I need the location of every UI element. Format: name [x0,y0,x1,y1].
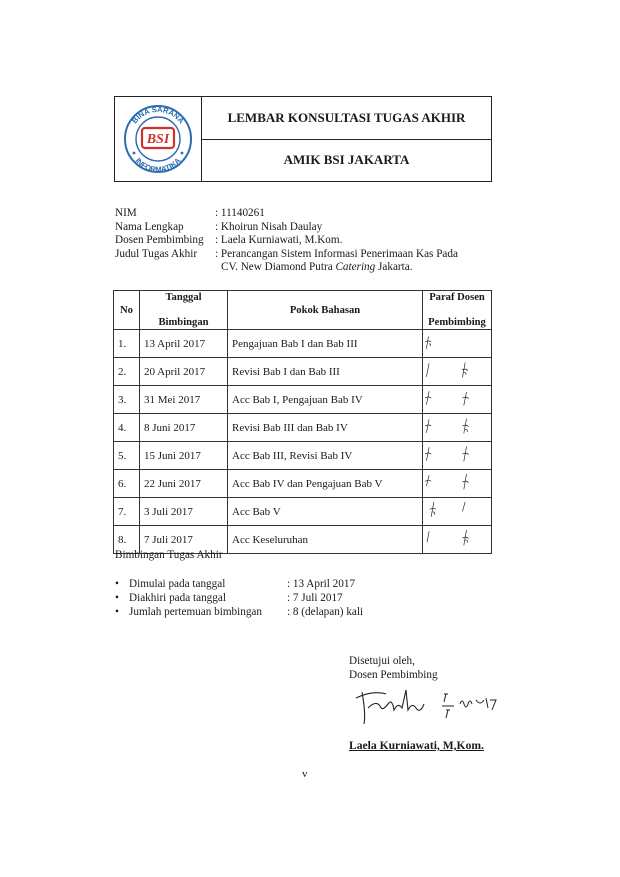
nama-label: Nama Lengkap [115,220,184,233]
row-no: 4. [114,414,140,442]
paraf-signature [423,498,492,526]
list-item: • Diakhiri pada tanggal : 7 Juli 2017 [115,592,343,604]
row-tanggal: 7 Juli 2017 [140,526,228,554]
nim-label: NIM [115,207,137,219]
nim-value: : 11140261 [215,207,265,219]
approval-line1: Disetujui oleh, [349,655,415,667]
handwritten-signature [352,684,502,726]
paraf-signature [423,414,492,442]
row-tanggal: 3 Juli 2017 [140,498,228,526]
row-pokok: Acc Bab IV dan Pengajuan Bab V [228,470,423,498]
row-no: 3. [114,386,140,414]
institution-title: AMIK BSI JAKARTA [283,152,410,168]
row-no: 6. [114,470,140,498]
header-tanggal: Tanggal Bimbingan [140,291,228,330]
dosen-value: : Laela Kurniawati, M.Kom. [215,234,343,247]
header-pokok: Pokok Bahasan [228,291,423,330]
logo-mark: BSI [146,132,170,147]
paraf-signature [423,330,492,358]
row-no: 7. [114,498,140,526]
dosen-label: Dosen Pembimbing [115,234,204,247]
logo-cell [115,97,202,181]
page-number: v [302,768,308,780]
row-pokok: Pengajuan Bab I dan Bab III [228,330,423,358]
table-row [114,386,492,414]
approval-line2: Dosen Pembimbing [349,668,438,681]
table-row [114,498,492,526]
svg-text:INFORMATIKA: INFORMATIKA [133,156,183,175]
svg-text:BINA SARANA: BINA SARANA [130,104,186,126]
row-no: 1. [114,330,140,358]
row-pokok: Revisi Bab I dan Bab III [228,358,423,386]
row-tanggal: 15 Juni 2017 [140,442,228,470]
row-no: 2. [114,358,140,386]
paraf-signature [423,386,492,414]
row-pokok: Acc Bab III, Revisi Bab IV [228,442,423,470]
table-row [114,330,492,358]
judul-label: Judul Tugas Akhir [115,247,198,260]
table-row [114,414,492,442]
list-item: • Dimulai pada tanggal : 13 April 2017 [115,578,356,590]
row-tanggal: 31 Mei 2017 [140,386,228,414]
bullet-icon: • [115,592,119,604]
consultation-table [113,290,492,554]
list-item: • Jumlah pertemuan bimbingan : 8 (delapan) kali [115,606,364,618]
bsi-logo [115,97,201,181]
bimbingan-list [115,577,363,619]
header-box [114,96,492,182]
signer-name: Laela Kurniawati, M,Kom. [349,739,484,752]
row-no: 5. [114,442,140,470]
row-pokok: Acc Bab I, Pengajuan Bab IV [228,386,423,414]
header-paraf: Paraf Dosen Pembimbing [423,291,492,330]
row-tanggal: 13 April 2017 [140,330,228,358]
judul-value: : Perancangan Sistem Informasi Penerimaan Kas Pada CV. New Diamond Putra Catering Jakarta. [215,247,458,274]
row-tanggal: 22 Juni 2017 [140,470,228,498]
table-row [114,442,492,470]
table-row [114,358,492,386]
document-title: LEMBAR KONSULTASI TUGAS AKHIR [202,97,491,140]
row-tanggal: 20 April 2017 [140,358,228,386]
paraf-signature [423,442,492,470]
bullet-icon: • [115,606,119,618]
table-header-row [114,291,492,330]
paraf-signature [423,470,492,498]
approval-block [349,655,438,682]
row-no: 8. [114,526,140,554]
nama-value: : Khoirun Nisah Daulay [215,220,323,233]
row-pokok: Acc Keseluruhan [228,526,423,554]
paraf-signature [423,358,492,386]
student-info [115,207,480,275]
table-row [114,470,492,498]
bullet-icon: • [115,578,119,590]
row-pokok: Acc Bab V [228,498,423,526]
bimbingan-title: Bimbingan Tugas Akhir [115,549,223,561]
paraf-signature [423,526,492,554]
row-tanggal: 8 Juni 2017 [140,414,228,442]
row-pokok: Revisi Bab III dan Bab IV [228,414,423,442]
header-no: No [114,291,140,330]
